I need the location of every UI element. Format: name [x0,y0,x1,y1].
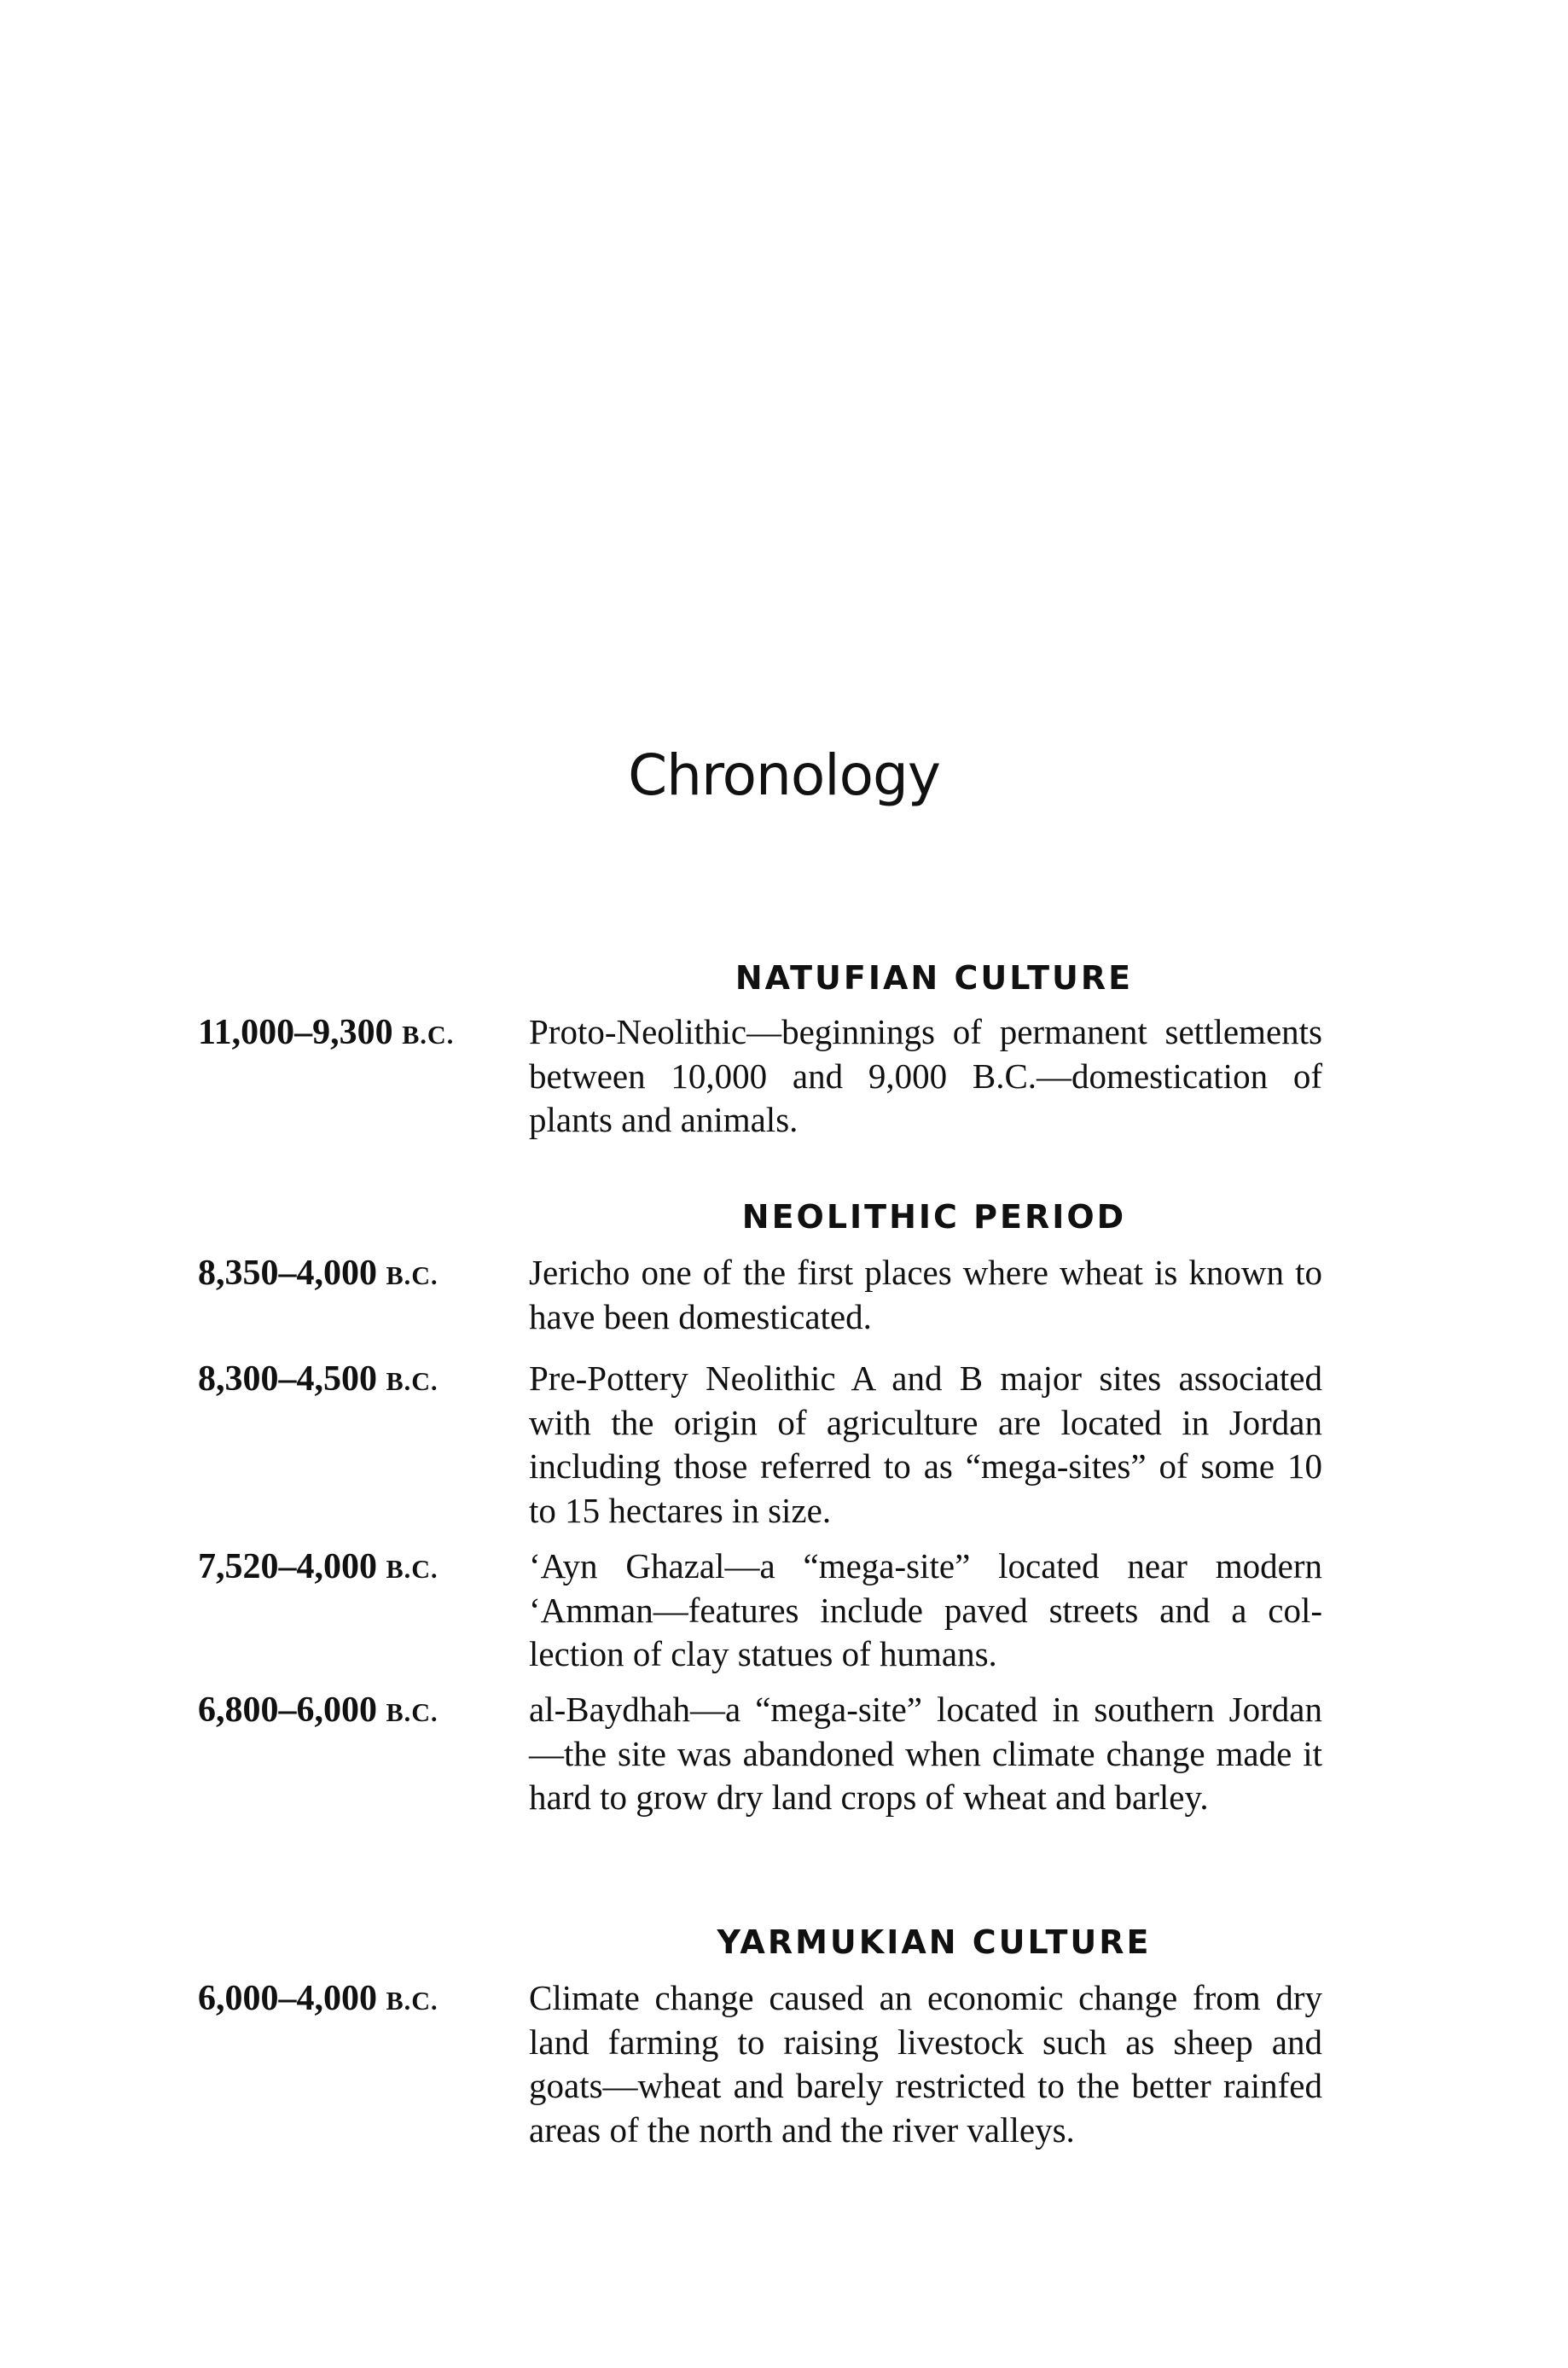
section-heading-yarmukian: YARMUKIAN CULTURE [717,1923,1152,1961]
section-heading-natufian: NATUFIAN CULTURE [735,959,1134,997]
date-range: 6,800–6,000 [198,1690,377,1730]
date-range: 7,520–4,000 [198,1547,377,1586]
entry-date [198,1545,438,1591]
entry-date [198,1251,438,1298]
era-label: B.C. [386,1698,438,1727]
entry-date [198,1976,438,2023]
entry-description: Pre-Pottery Neolithic A and B major sites associated with the origin of agriculture are located in Jordan including those referred to as “mega-sites” of some 10 to 15 hectares in size. [529,1359,1322,1530]
entry-description: Proto-Neolithic—beginnings of permanent settlements between 10,000 and 9,000 B.C.—domestication of plants and animals. [529,1012,1322,1139]
era-label: B.C. [386,1555,438,1584]
entry-date [198,1357,438,1404]
era-label: B.C. [402,1021,455,1050]
entry-description: al-Baydhah—a “mega-site” located in southern Jordan—the site was abandoned when climate change made it hard to grow dry land crops of wheat and barley. [529,1690,1322,1817]
entry-description: Jericho one of the first places where wheat is known to have been domesticated. [529,1253,1322,1336]
era-label: B.C. [386,1987,438,2016]
section-heading-neolithic: NEOLITHIC PERIOD [741,1198,1127,1236]
era-label: B.C. [386,1367,438,1396]
entry-description: Climate change caused an economic change from dry land farming to raising livestock such as sheep and goats—wheat and barely restricted to the better rainfed areas of the north and the river valleys. [529,1978,1322,2150]
entry-date [198,1010,454,1057]
entry-description: ‘Ayn Ghazal—a “mega-site” located near modern ‘Amman—features include paved streets and a collection of clay statues of humans. [529,1546,1322,1673]
entry-date [198,1688,438,1735]
date-range: 8,300–4,500 [198,1359,377,1399]
date-range: 11,000–9,300 [198,1013,393,1052]
date-range: 6,000–4,000 [198,1979,377,2018]
era-label: B.C. [386,1261,438,1290]
date-range: 8,350–4,000 [198,1254,377,1293]
page-title: Chronology [628,742,940,808]
